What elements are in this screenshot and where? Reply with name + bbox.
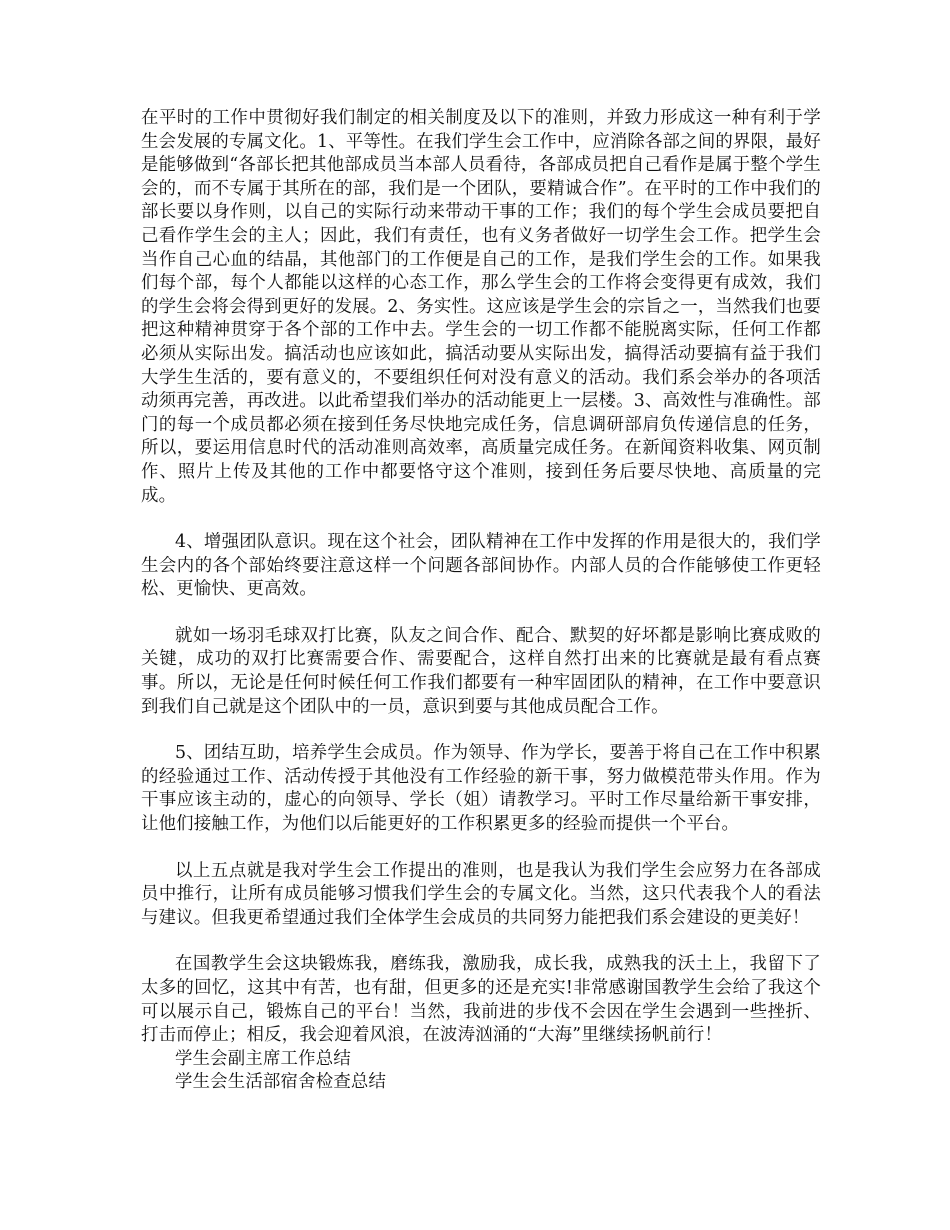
paragraph-mutual-help: 5、团结互助，培养学生会成员。作为领导、作为学长，要善于将自己在工作中积累的经验通过工作、活动传授于其他没有工作经验的新干事，努力做模范带头作用。作为干事应该主动的，虚心的向领导、学长（姐）请教学习。平时工作尽量给新干事安排，让他们接触工作，为他们以后能更好的工作积累更多的经验而提供一个平台。 bbox=[141, 743, 821, 835]
paragraph-badminton-analogy: 就如一场羽毛球双打比赛，队友之间合作、配合、默契的好坏都是影响比赛成败的关键，成功的双打比赛需要合作、需要配合，这样自然打出来的比赛就是最有看点赛事。所以，无论是任何时候任何工作我们都要有一种牢固团队的精神，在工作中要意识到我们自己就是这个团队中的一员，意识到要与其他成员配合工作。 bbox=[141, 625, 821, 717]
paragraph-five-points-summary: 以上五点就是我对学生会工作提出的准则，也是我认为我们学生会应努力在各部成员中推行，让所有成员能够习惯我们学生会的专属文化。当然，这只代表我个人的看法与建议。但我更希望通过我们全体学生会成员的共同努力能把我们系会建设的更美好！ bbox=[141, 860, 821, 928]
related-title-dorm-inspection-summary[interactable]: 学生会生活部宿舍检查总结 bbox=[175, 1072, 387, 1093]
related-title-vice-chair-summary[interactable]: 学生会副主席工作总结 bbox=[175, 1048, 351, 1069]
paragraph-closing-thanks: 在国教学生会这块锻炼我，磨练我，激励我，成长我，成熟我的沃土上，我留下了太多的回忆，这其中有苦，也有甜，但更多的还是充实!非常感谢国教学生会给了我这个可以展示自己，锻炼自己的平台！当然，我前进的步伐不会因在学生会遇到一些挫折、打击而停止；相反，我会迎着风浪，在波涛汹涌的“大海”里继续扬帆前行！ bbox=[141, 954, 821, 1046]
paragraph-principles: 在平时的工作中贯彻好我们制定的相关制度及以下的准则，并致力形成这一种有利于学生会发展的专属文化。1、平等性。在我们学生会工作中，应消除各部之间的界限，最好是能够做到“各部长把其他部成员当本部人员看待，各部成员把自己看作是属于整个学生会的，而不专属于其所在的部，我们是一个团队，要精诚合作”。在平时的工作中我们的部长要以身作则，以自己的实际行动来带动干事的工作；我们的每个学生会成员要把自己看作学生会的主人；因此，我们有责任，也有义务者做好一切学生会工作。把学生会当作自己心血的结晶，其他部门的工作便是自己的工作，是我们学生会的工作。如果我们每个部，每个人都能以这样的心态工作，那么学生会的工作将会变得更有成效，我们的学生会将会得到更好的发展。2、务实性。这应该是学生会的宗旨之一，当然我们也要把这种精神贯穿于各个部的工作中去。学生会的一切工作都不能脱离实际，任何工作都必须从实际出发。搞活动也应该如此，搞活动要从实际出发，搞得活动要搞有益于我们大学生生活的，要有意义的，不要组织任何对没有意义的活动。我们系会举办的各项活动须再完善，再改进。以此希望我们举办的活动能更上一层楼。3、高效性与准确性。部门的每一个成员都必须在接到任务尽快地完成任务，信息调研部肩负传递信息的任务，所以，要运用信息时代的活动准则高效率，高质量完成任务。在新闻资料收集、网页制作、照片上传及其他的工作中都要恪守这个准则，接到任务后要尽快地、高质量的完成。 bbox=[141, 108, 821, 506]
paragraph-team-awareness: 4、增强团队意识。现在这个社会，团队精神在工作中发挥的作用是很大的，我们学生会内的各个部始终要注意这样一个问题各部间协作。内部人员的合作能够使工作更轻松、更愉快、更高效。 bbox=[141, 532, 821, 600]
document-body bbox=[141, 107, 821, 1095]
